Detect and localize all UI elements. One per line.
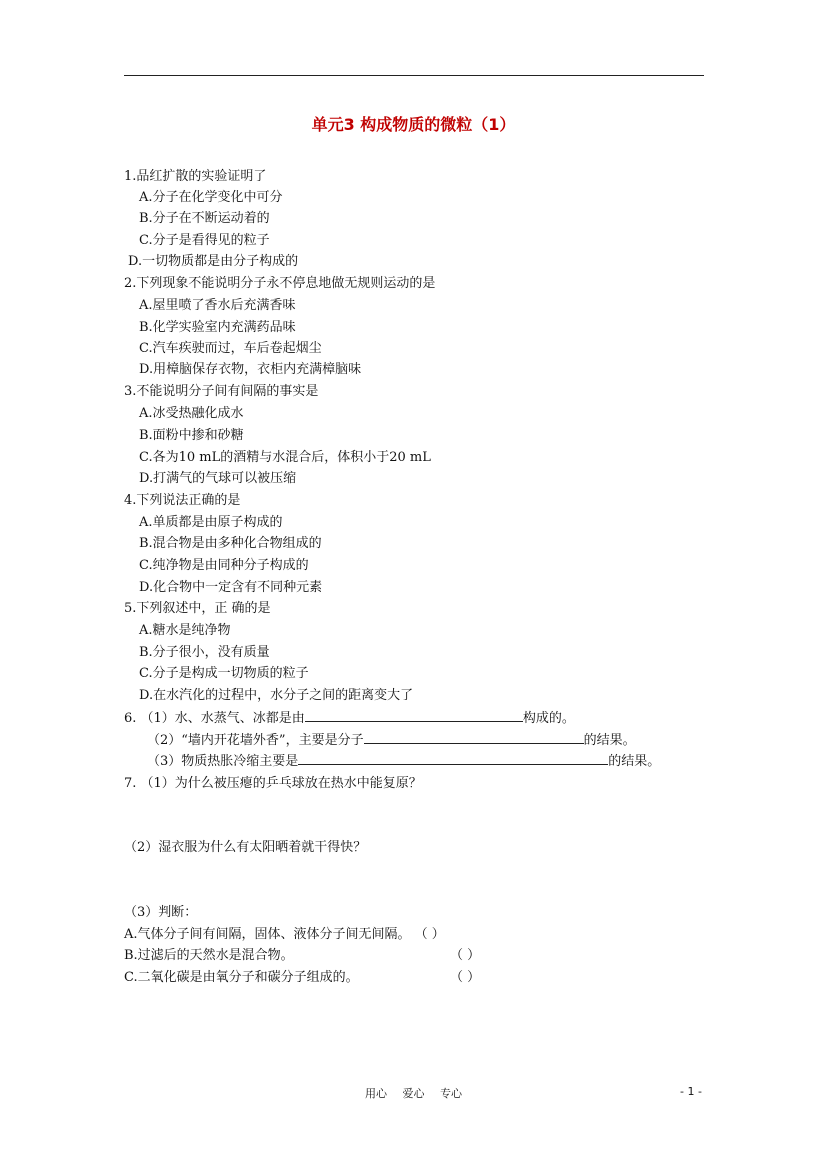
question-6-part-2	[147, 731, 636, 750]
judge-c-answer-box[interactable]: （ ）	[450, 970, 481, 985]
q6-p1-prefix: 6. （1）水、水蒸气、冰都是由	[124, 711, 305, 726]
footer-item-2: 爱心	[402, 1087, 425, 1100]
question-4-option-c: C.纯净物是由同种分子构成的	[139, 558, 309, 573]
judge-a-answer-box[interactable]: （ ）	[414, 927, 445, 942]
judge-item-c	[124, 969, 481, 987]
question-5-option-a: A.糖水是纯净物	[139, 623, 231, 638]
question-3-option-b: B.面粉中掺和砂糖	[139, 428, 244, 443]
question-3-stem: 3.不能说明分子间有间隔的事实是	[124, 384, 319, 399]
question-1-option-a: A.分子在化学变化中可分	[139, 190, 283, 205]
q6-p2-prefix: （2）“墙内开花墙外香”，主要是分子	[147, 733, 364, 748]
question-2-option-a: A.屋里喷了香水后充满香味	[139, 298, 296, 313]
question-1-option-b: B.分子在不断运动着的	[139, 211, 270, 226]
question-5-option-d: D.在水汽化的过程中，水分子之间的距离变大了	[139, 688, 414, 703]
q6-p3-prefix: （3）物质热胀冷缩主要是	[147, 754, 299, 769]
question-5-option-c: C.分子是构成一切物质的粒子	[139, 666, 309, 681]
answer-blank-3[interactable]	[298, 752, 608, 765]
answer-blank-2[interactable]	[364, 731, 584, 744]
question-6-part-1	[124, 709, 575, 728]
question-4-option-d: D.化合物中一定含有不同种元素	[139, 580, 323, 595]
question-7-part-3: （3）判断：	[124, 905, 198, 920]
judge-c-text: C.二氧化碳是由氧分子和碳分子组成的。	[124, 970, 359, 985]
question-5-option-b: B.分子很小，没有质量	[139, 645, 270, 660]
question-7-part-2: （2）湿衣服为什么有太阳晒着就干得快？	[124, 840, 367, 855]
header-rule	[124, 75, 704, 76]
answer-blank-1[interactable]	[305, 709, 523, 722]
question-1-option-d: D.一切物质都是由分子构成的	[128, 254, 299, 269]
q6-p2-suffix: 的结果。	[583, 733, 636, 748]
question-4-stem: 4.下列说法正确的是	[124, 493, 241, 508]
question-1-option-c: C.分子是看得见的粒子	[139, 233, 270, 248]
question-3-option-d: D.打满气的气球可以被压缩	[139, 471, 297, 486]
question-5-stem: 5.下列叙述中，正 确的是	[124, 601, 271, 616]
footer-item-3: 专心	[440, 1087, 462, 1100]
footer-item-1: 用心	[365, 1087, 387, 1100]
judge-b-text: B.过滤后的天然水是混合物。	[124, 948, 294, 963]
question-4-option-a: A.单质都是由原子构成的	[139, 515, 283, 530]
page-title: 单元3 构成物质的微粒（1）	[311, 115, 516, 134]
question-2-stem: 2.下列现象不能说明分子永不停息地做无规则运动的是	[124, 276, 436, 291]
question-2-option-d: D.用樟脑保存衣物，衣柜内充满樟脑味	[139, 362, 362, 377]
question-2-option-b: B.化学实验室内充满药品味	[139, 320, 296, 335]
question-6-part-3	[147, 752, 660, 771]
judge-item-b	[124, 947, 481, 965]
q6-p1-suffix: 构成的。	[522, 711, 575, 726]
judge-b-answer-box[interactable]: （ ）	[450, 948, 481, 963]
question-3-option-a: A.冰受热融化成水	[139, 406, 244, 421]
judge-a-text: A.气体分子间有间隔，固体、液体分子间无间隔。	[124, 927, 411, 942]
page-number: - 1 -	[680, 1085, 702, 1098]
footer-motto	[0, 1085, 827, 1101]
question-2-option-c: C.汽车疾驶而过，车后卷起烟尘	[139, 341, 322, 356]
question-1-stem: 1.品红扩散的实验证明了	[124, 169, 267, 184]
question-7-part-1: 7. （1）为什么被压瘪的乒乓球放在热水中能复原？	[124, 776, 422, 791]
question-4-option-b: B.混合物是由多种化合物组成的	[139, 536, 322, 551]
judge-item-a	[124, 926, 445, 944]
question-3-option-c: C.各为10 mL的酒精与水混合后，体积小于20 mL	[139, 450, 431, 465]
q6-p3-suffix: 的结果。	[608, 754, 661, 769]
